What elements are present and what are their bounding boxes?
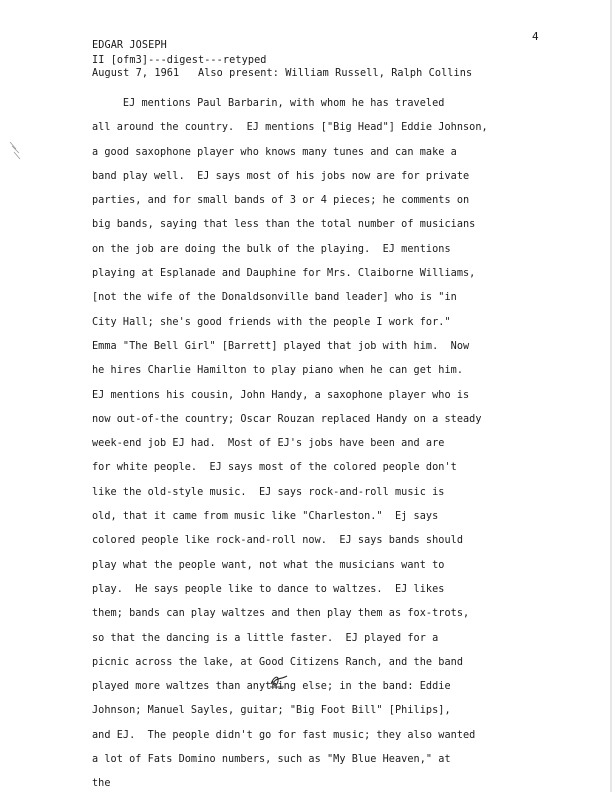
transcript-line: for white people. EJ says most of the colored people don't <box>92 462 457 474</box>
header-date-line: August 7, 1961 Also present: William Russell, Ralph Collins <box>92 68 473 79</box>
transcript-line: big bands, saying that less than the total number of musicians <box>92 219 476 231</box>
transcript-line: now out-of-the country; Oscar Rouzan replaced Handy on a steady <box>92 413 482 425</box>
transcript-line: colored people like rock-and-roll now. EJ says bands should <box>92 535 464 547</box>
transcript-line: a good saxophone player who knows many tunes and can make a <box>92 146 457 158</box>
handwritten-correction-mark <box>268 672 290 690</box>
transcript-line: City Hall; she's good friends with the people I work for." <box>92 316 451 328</box>
margin-scratch-mark <box>8 140 22 162</box>
transcript-line: EJ mentions his cousin, John Handy, a saxophone player who is <box>92 389 470 401</box>
transcript-line: the <box>92 778 111 790</box>
transcript-line: play what the people want, not what the musicians want to <box>92 559 445 571</box>
page-number: 4 <box>532 30 539 43</box>
transcript-line: playing at Esplanade and Dauphine for Mrs. Claiborne Williams, <box>92 268 476 280</box>
transcript-line: a lot of Fats Domino numbers, such as "My Blue Heaven," at <box>92 754 451 766</box>
transcript-line: so that the dancing is a little faster. EJ played for a <box>92 632 439 644</box>
header-reel-info: II [ofm3]---digest---retyped <box>92 55 267 66</box>
transcript-line: and EJ. The people didn't go for fast music; they also wanted <box>92 729 476 741</box>
transcript-line: Emma "The Bell Girl" [Barrett] played that job with him. Now <box>92 340 470 352</box>
transcript-line: EJ mentions Paul Barbarin, with whom he has traveled <box>92 98 445 109</box>
transcript-line: play. He says people like to dance to waltzes. EJ likes <box>92 583 445 595</box>
transcript-line: band play well. EJ says most of his jobs now are for private <box>92 170 470 182</box>
transcript-line: them; bands can play waltzes and then play them as fox-trots, <box>92 608 470 620</box>
transcript-line: old, that it came from music like "Charleston." Ej says <box>92 511 439 523</box>
transcript-line: [not the wife of the Donaldsonville band leader] who is "in <box>92 292 457 304</box>
transcript-body <box>92 92 562 797</box>
transcript-line: played more waltzes than anything else; in the band: Eddie <box>92 681 451 693</box>
transcript-line: all around the country. EJ mentions ["Big Head"] Eddie Johnson, <box>92 122 488 134</box>
transcript-line: on the job are doing the bulk of the playing. EJ mentions <box>92 243 451 255</box>
transcript-line: Johnson; Manuel Sayles, guitar; "Big Foot Bill" [Philips], <box>92 705 451 717</box>
transcript-line: picnic across the lake, at Good Citizens Ranch, and the band <box>92 656 464 668</box>
header-name: EDGAR JOSEPH <box>92 40 167 51</box>
transcript-line: he hires Charlie Hamilton to play piano when he can get him. <box>92 365 464 377</box>
transcript-line: like the old-style music. EJ says rock-and-roll music is <box>92 486 445 498</box>
transcript-line: week-end job EJ had. Most of EJ's jobs have been and are <box>92 438 445 450</box>
transcript-line: parties, and for small bands of 3 or 4 pieces; he comments on <box>92 195 470 207</box>
